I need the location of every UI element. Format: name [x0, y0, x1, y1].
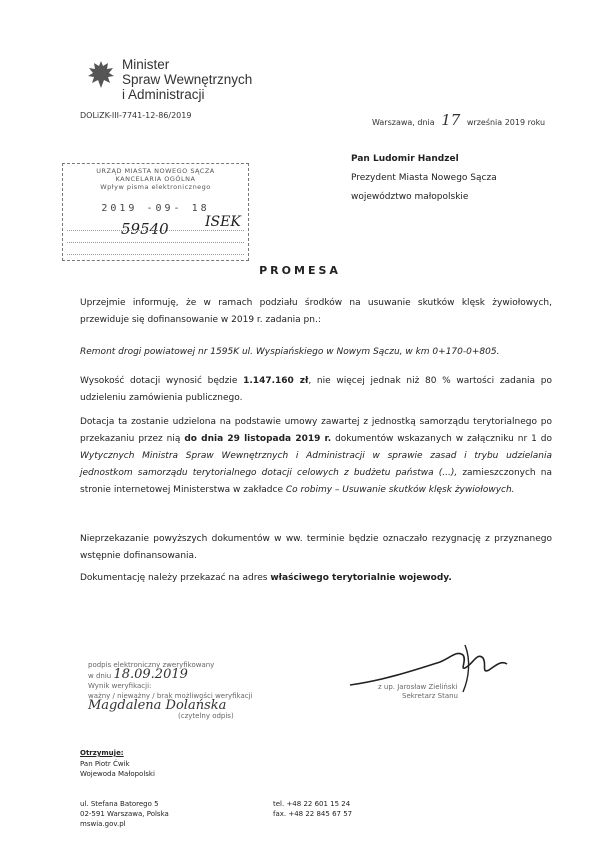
esig-result: ważny / nieważny / brak możliwości weryfikacji — [88, 692, 253, 700]
eagle-emblem-icon — [86, 58, 116, 92]
website-link[interactable]: mswia.gov.pl — [80, 820, 126, 828]
documentation-text-a: Dokumentację należy przekazać na adres — [80, 573, 268, 583]
website-tab: Co robimy – Usuwanie skutków klęsk żywiołowych. — [285, 485, 515, 495]
recipient-name: Pan Ludomir Handzel — [351, 154, 459, 164]
stamp-line: Wpływ pisma elektronicznego — [100, 183, 211, 191]
recipients-heading: Otrzymuje: — [80, 749, 124, 757]
document-title: PROMESA — [259, 264, 341, 277]
paragraph-resignation: Nieprzekazanie powyższych dokumentów w ww. terminie będzie oznaczało rezygnację z przyznanego wstępnie dofinansowania. — [80, 534, 552, 561]
grant-amount: 1.147.160 zł — [243, 376, 309, 386]
date-day: 17 — [441, 111, 461, 129]
stamp-number: 59540 — [121, 220, 169, 238]
conditions-text-c: zamieszczonych na stronie internetowej Ministerstwa w zakładce — [80, 468, 552, 495]
signer-block — [378, 683, 458, 701]
document-date — [372, 111, 545, 129]
guidelines-title: Wytycznych Ministra Spraw Wewnętrznych i Administracji w sprawie zasad i trybu udzielania jednostkom samorządu terytorialnego dotacji celowych z budżetu państwa (...), — [80, 451, 552, 478]
conditions-text-b: dokumentów wskazanych w załączniku nr 1 do — [335, 434, 552, 444]
amount-text-a: Wysokość dotacji wynosić będzie — [80, 376, 238, 386]
ministry-line: Spraw Wewnętrznych — [122, 72, 253, 87]
registry-stamp — [62, 163, 249, 261]
stamp-line: URZĄD MIASTA NOWEGO SĄCZA — [96, 167, 215, 175]
recipient-item: Wojewoda Małopolski — [80, 770, 155, 778]
recipient-block — [351, 150, 497, 207]
date-suffix: września 2019 roku — [466, 118, 546, 127]
paragraph-intro: Uprzejmie informuję, że w ramach podziału środków na usuwanie skutków klęsk żywiołowych, przewiduje się dofinansowanie w 2019 r. zadania pn.: — [80, 298, 552, 325]
recipients-list — [80, 759, 155, 779]
footer-address — [80, 799, 169, 829]
esig-date: 18.09.2019 — [113, 667, 188, 682]
amount-text-b: , nie więcej jednak niż 80 % wartości zadania po udzieleniu zamówienia publicznego. — [80, 376, 552, 403]
ministry-line: i Administracji — [122, 87, 205, 102]
recipient-role: Prezydent Miasta Nowego Sącza — [351, 173, 497, 183]
address-line: 02-591 Warszawa, Polska — [80, 810, 169, 818]
stamp-code: ISEK — [205, 214, 241, 230]
stamp-line: KANCELARIA OGÓLNA — [115, 175, 196, 183]
stamp-date: 2019 -09- 18 — [101, 203, 210, 214]
esig-signature: Magdalena Dolańska — [88, 698, 227, 713]
esignature-verification — [88, 660, 253, 721]
conditions-text-a: Dotacja ta zostanie udzielona na podstawie umowy zawartej z jednostką samorządu terytorialnego po przekazaniu przez nią — [80, 417, 552, 444]
paragraph-documentation — [80, 570, 552, 587]
task-name: Remont drogi powiatowej nr 1595K ul. Wyspiańskiego w Nowym Sączu, w km 0+170-0+805. — [80, 347, 500, 357]
esig-sig-label: (czytelny odpis) — [178, 712, 234, 720]
paragraph-conditions — [80, 414, 552, 499]
ministry-line: Minister — [122, 57, 170, 72]
signer-line1: z up. Jarosław Zieliński — [378, 683, 458, 691]
signer-line2: Sekretarz Stanu — [402, 692, 458, 700]
documentation-text-b: właściwego terytorialnie wojewody. — [270, 573, 452, 583]
fax: fax. +48 22 845 67 57 — [273, 810, 353, 818]
footer-contact — [273, 799, 352, 819]
recipient-item: Pan Piotr Ćwik — [80, 760, 130, 768]
esig-line1: podpis elektroniczny zweryfikowany — [88, 661, 215, 669]
deadline: do dnia 29 listopada 2019 r. — [184, 434, 332, 444]
reference-number: DOLiZK-III-7741-12-86/2019 — [80, 111, 192, 120]
paragraph-amount — [80, 373, 552, 407]
ministry-name — [122, 57, 252, 102]
esig-result-label: Wynik weryfikacji: — [88, 682, 152, 690]
esig-date-label: w dniu — [88, 672, 112, 680]
recipient-region: województwo małopolskie — [351, 192, 469, 202]
address-line: ul. Stefana Batorego 5 — [80, 800, 159, 808]
phone: tel. +48 22 601 15 24 — [273, 800, 351, 808]
date-prefix: Warszawa, dnia — [372, 118, 435, 127]
